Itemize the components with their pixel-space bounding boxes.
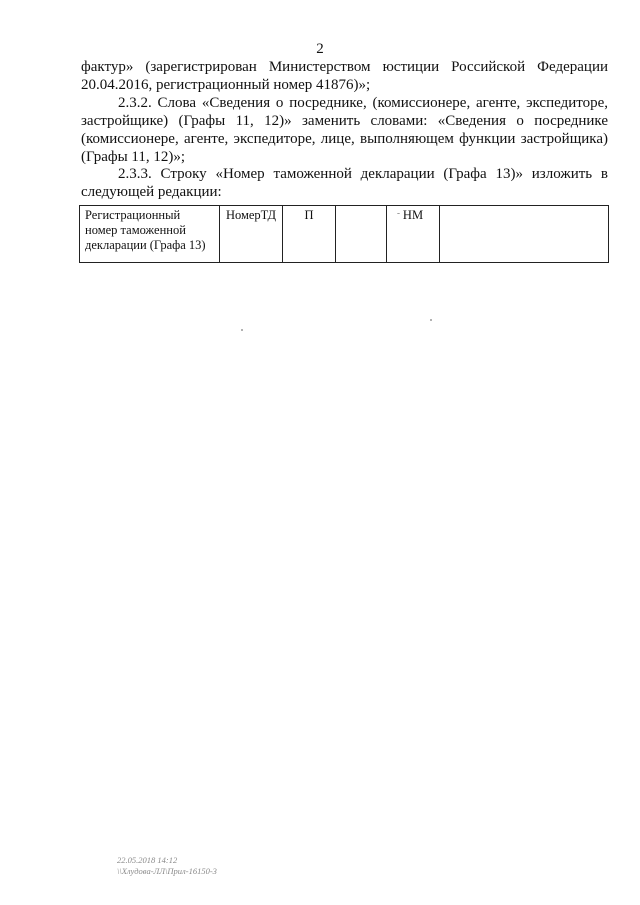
scan-speck (397, 213, 400, 214)
paragraph-continuation (81, 58, 608, 94)
paragraph-text: 2.3.2. Слова «Сведения о посреднике, (комиссионере, агенте, экспедиторе, застройщике) (Графы 11, 12)» заменить словами: «Сведения о посреднике (комиссионере, агенте, экспедиторе, лице, выполняющем функции застройщика) (Графы 11, 12)»; (81, 95, 608, 165)
element-table (79, 205, 609, 263)
paragraph-2-3-3 (81, 165, 608, 201)
paragraph-2-3-2 (81, 94, 608, 166)
footer-timestamp: 22.05.2018 14:12 (117, 855, 178, 865)
format-table (79, 205, 609, 263)
cell-element-code: НомерТД (220, 206, 283, 263)
footer-stamp (117, 855, 217, 877)
paragraph-text: фактур» (зарегистрирован Министерством юстиции Российской Федерации 20.04.2016, регистрационный номер 41876)»; (81, 59, 608, 93)
page-number: 2 (316, 41, 324, 57)
paragraph-text: 2.3.3. Строку «Номер таможенной декларации (Графа 13)» изложить в следующей редакции: (81, 166, 608, 200)
table-row (80, 206, 609, 263)
scan-speck (241, 329, 243, 331)
scan-speck (430, 319, 432, 321)
cell-element-required: НМ (387, 206, 440, 263)
cell-element-name: Регистрационный номер таможенной декларации (Графа 13) (80, 206, 220, 263)
cell-element-format (336, 206, 387, 263)
cell-element-notes (440, 206, 609, 263)
footer-file-path: \\Хлудова-ЛЛ\Прил-16150-3 (117, 866, 217, 876)
cell-element-type: П (283, 206, 336, 263)
